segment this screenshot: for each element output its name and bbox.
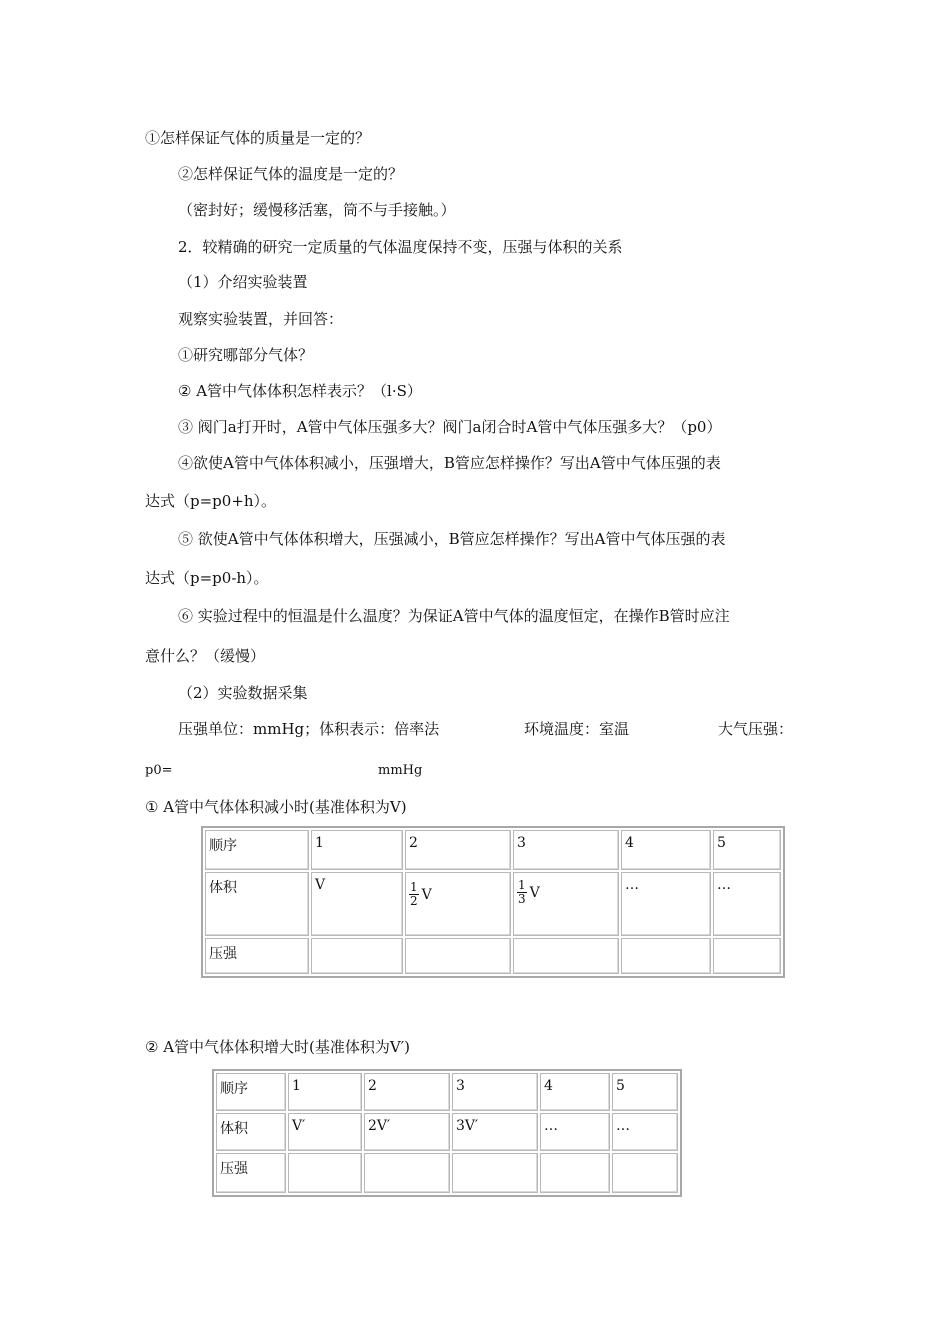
table-cell: 3 (452, 1073, 538, 1111)
table-cell: 1 (311, 830, 403, 870)
item-5-line-1: ⑤ 欲使A管中气体体积增大，压强减小，B管应怎样操作？写出A管中气体压强的表 (178, 530, 726, 548)
table-cell (513, 872, 619, 936)
table-cell (612, 1153, 678, 1193)
item-5-line-2: 达式（p=p0-h）。 (145, 569, 269, 587)
table-cell: … (540, 1113, 610, 1151)
atmospheric-pressure-label: 大气压强： (718, 720, 794, 738)
table-cell: … (713, 872, 781, 936)
table-row-label: 压强 (205, 938, 309, 974)
table-2-title: ② A管中气体体积增大时(基准体积为V′) (145, 1038, 410, 1056)
table-cell (311, 938, 403, 974)
table-row (216, 1073, 678, 1111)
table-cell: … (621, 872, 711, 936)
fraction-numerator: 1 (518, 878, 526, 892)
fraction-denominator: 3 (518, 892, 526, 906)
item-6-line-2: 意什么？（缓慢） (145, 647, 266, 665)
table-1 (201, 826, 785, 978)
item-1: ①研究哪部分气体？ (178, 346, 314, 364)
table-cell (364, 1153, 450, 1193)
item-3: ③ 阀门a打开时，A管中气体压强多大？阀门a闭合时A管中气体压强多大？（p0） (178, 418, 722, 436)
fraction-variable: V (529, 884, 540, 901)
table-cell (540, 1153, 610, 1193)
p0-label: p0= (145, 763, 173, 778)
table-row (205, 872, 781, 936)
section-2-heading: 2．较精确的研究一定质量的气体温度保持不变，压强与体积的关系 (178, 238, 623, 256)
table-1-title: ① A管中气体体积减小时(基准体积为V) (145, 798, 407, 816)
question-2: ②怎样保证气体的温度是一定的？ (178, 165, 404, 183)
item-2: ② A管中气体体积怎样表示？（l·S） (178, 382, 422, 400)
fraction-numerator: 1 (410, 880, 418, 894)
answer-1-2: （密封好；缓慢移活塞，筒不与手接触。） (178, 201, 456, 219)
table-row-label: 顺序 (205, 830, 309, 870)
table-cell: 3 (513, 830, 619, 870)
table-cell: 1 (288, 1073, 362, 1111)
item-6-line-1: ⑥ 实验过程中的恒温是什么温度？为保证A管中气体的温度恒定，在操作B管时应注 (178, 607, 730, 625)
item-4-line-2: 达式（p=p0+h）。 (145, 492, 277, 510)
table-cell (713, 938, 781, 974)
table-cell: 2V′ (364, 1113, 450, 1151)
units-note: 压强单位：mmHg；体积表示：倍率法 (178, 720, 440, 738)
table-cell: 5 (713, 830, 781, 870)
environment-temperature: 环境温度：室温 (524, 720, 630, 738)
item-4-line-1: ④欲使A管中气体体积减小，压强增大，B管应怎样操作？写出A管中气体压强的表 (178, 454, 721, 472)
fraction-variable: V (421, 886, 432, 903)
table-cell (405, 938, 511, 974)
table-cell: 4 (540, 1073, 610, 1111)
table-cell: 5 (612, 1073, 678, 1111)
table-cell (452, 1153, 538, 1193)
table-cell: … (612, 1113, 678, 1151)
subsection-1-heading: （1）介绍实验装置 (178, 273, 308, 291)
table-row (205, 938, 781, 974)
table-cell (513, 938, 619, 974)
table-row-label: 体积 (205, 872, 309, 936)
table-cell: V (311, 872, 403, 936)
table-cell: 2 (405, 830, 511, 870)
fraction-denominator: 2 (410, 894, 418, 908)
observe-prompt: 观察实验装置，并回答： (178, 310, 344, 328)
table-row-label: 体积 (216, 1113, 286, 1151)
p0-unit: mmHg (378, 763, 423, 778)
fraction-half-v (409, 881, 432, 908)
table-cell (405, 872, 511, 936)
table-row-label: 顺序 (216, 1073, 286, 1111)
subsection-2-heading: （2）实验数据采集 (178, 684, 308, 702)
question-1: ①怎样保证气体的质量是一定的？ (145, 129, 371, 147)
table-cell: V′ (288, 1113, 362, 1151)
table-cell: 4 (621, 830, 711, 870)
table-cell: 2 (364, 1073, 450, 1111)
table-cell (288, 1153, 362, 1193)
table-cell: 3V′ (452, 1113, 538, 1151)
table-row (216, 1113, 678, 1151)
table-2 (212, 1069, 682, 1197)
table-cell (621, 938, 711, 974)
fraction-third-v (517, 879, 540, 906)
table-row-label: 压强 (216, 1153, 286, 1193)
table-row (216, 1153, 678, 1193)
table-row (205, 830, 781, 870)
